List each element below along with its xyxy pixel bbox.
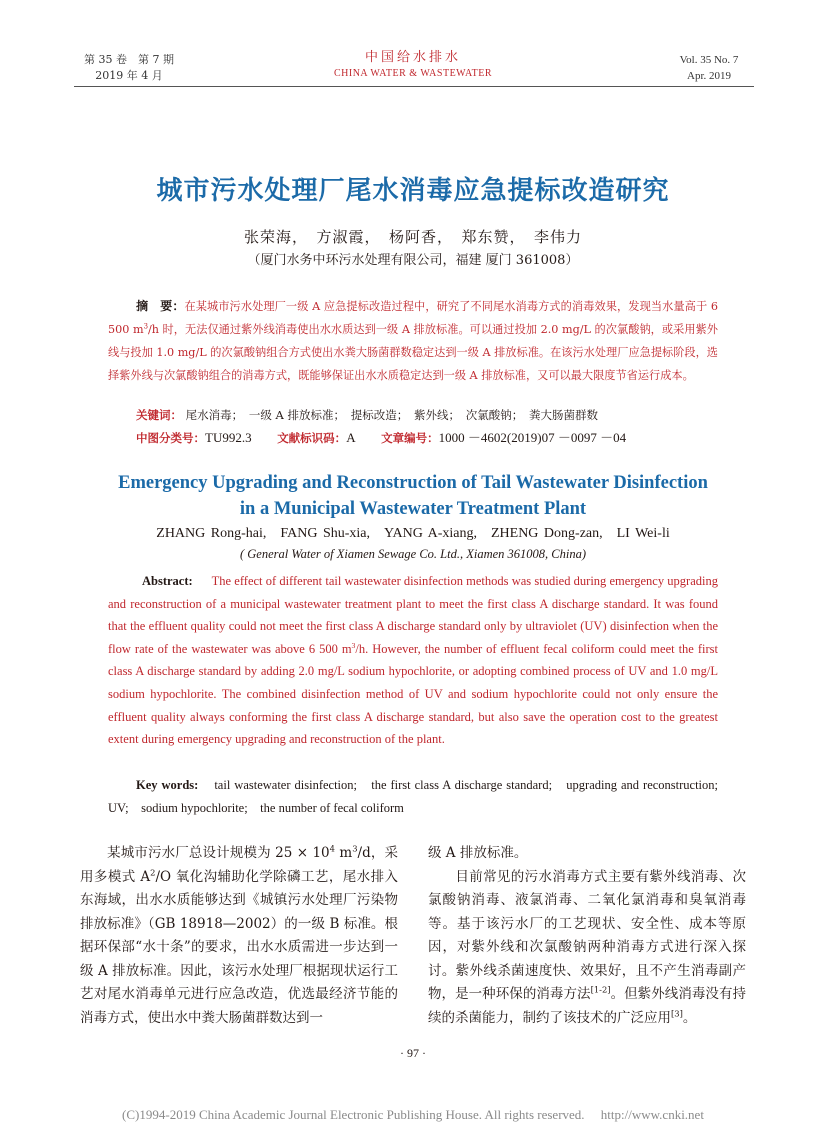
body-left-text-4: /O 氧化沟辅助化学除磷工艺，尾水排入东海域，出水水质能够达到《城镇污水处理厂污染物排放标准》（GB 18918—2002）的一级 B 标准。根据环保部“水十条”的要求，出水水质需进一步达到一级 A 排放标准。因此，该污水处理厂根据现状运行工艺对尾水消毒单元进行应急改造，优选最经济节能的消毒方式，使出水中粪大肠菌群数达到一 — [80, 868, 398, 1026]
authors-en: ZHANG Rong-hai, FANG Shu-xia, YANG A-xiang, ZHENG Dong-zan, LI Wei-li — [156, 526, 670, 541]
body-right-text-1: 目前常见的污水消毒方式主要有紫外线消毒、次氯酸钠消毒、液氯消毒、二氧化氯消毒和臭氧消毒等。基于该污水厂的工艺现状、安全性、成本等原因，对紫外线和次氯酸钠两种消毒方式进行深入探讨。紫外线杀菌速度快、效果好，且不产生消毒副产物，是一种环保的消毒方法 — [428, 868, 746, 1002]
body-right-text-3: 。 — [682, 1009, 697, 1026]
abstract-en-sup: 3 — [351, 640, 356, 650]
citation-ref-3[interactable]: [3] — [671, 1008, 683, 1018]
abstract-cn-text-2: /h 时，无法仅通过紫外线消毒使出水水质达到一级 A 排放标准。可以通过投加 2.0 mg/L 的次氯酸钠，或采用紫外线与投加 1.0 mg/L 的次氯酸钠组合方式使出水粪大肠菌群数稳定达到一级 A 排放标准。在该污水处理厂应急提标阶段，选择紫外线与次氯酸钠组合的消毒方式，既能够保证出水水质稳定达到一级 A 排放标准，又可以最大限度节省运行成本。 — [108, 323, 718, 382]
abstract-en-text-1: The effect of different tail wastewater disinfection methods was studied during emergency upgrading and reconstruction of a municipal wastewater treatment plant to meet the first class A discharge standard. It was found that the effluent quality could not meet the first class A discharge standard only by ultraviolet (UV) disinfection when the flow rate of the wastewater was above 6 500 m — [108, 574, 718, 656]
header-volume-info — [74, 52, 184, 84]
keywords-en-text: tail wastewater disinfection; the first class A discharge standard; upgrading and reconstruction; UV; sodium hypochlorite; the number of fecal coliform — [108, 778, 731, 815]
header-volume-issue: 第 35 卷 第 7 期 — [84, 53, 174, 66]
header-volume-info-en — [664, 52, 754, 84]
classification-line — [136, 428, 626, 448]
body-left-sup-4: 4 — [329, 843, 335, 854]
clc-value: TU992.3 — [205, 430, 252, 445]
body-left-text-2: m — [334, 845, 353, 861]
body-left-sup-3: 3 — [352, 843, 358, 854]
journal-name-en: CHINA WATER & WASTEWATER — [333, 68, 493, 79]
body-column-right — [428, 842, 746, 1030]
affiliation-cn: （厦门水务中环污水处理有限公司，福建 厦门 361008） — [247, 253, 579, 268]
keywords-en — [108, 774, 731, 820]
keywords-cn — [136, 405, 726, 425]
body-left-sup-2: 2 — [150, 867, 156, 877]
doc-code-label: 文献标识码： — [277, 431, 347, 445]
authors-cn: 张荣海， 方淑霞， 杨阿香， 郑东赞， 李伟力 — [243, 228, 582, 246]
abstract-cn-label: 摘 要： — [136, 299, 185, 313]
abstract-en — [108, 570, 718, 751]
header-date-cn: 2019 年 4 月 — [95, 69, 163, 82]
title-cn: 城市污水处理厂尾水消毒应急提标改造研究 — [156, 176, 670, 206]
header-date-en: Apr. 2019 — [687, 70, 731, 82]
keywords-en-label: Key words: — [136, 778, 199, 792]
title-en-line-2: in a Municipal Wastewater Treatment Plant — [239, 499, 587, 519]
article-number-label: 文章编号： — [381, 431, 439, 445]
abstract-en-label: Abstract: — [142, 574, 193, 588]
abstract-cn — [108, 295, 718, 387]
page-number: · 97 · — [400, 1046, 426, 1060]
body-left-text-3: /d，采用多模式 A — [80, 845, 399, 885]
abstract-en-text-2: /h. However, the number of effluent fecal coliform could meet the first class A discharge standard by adding 2.0 mg/L sodium hypochlorite, or adopting combined process of UV and 1.0 mg/L sodium hypochlorite. The combined disinfection method of UV and sodium hypochlorite could not only ensure the effluent quality always conforming the first class A discharge standard, but also save the operation cost to the greatest extent during emergency upgrading and reconstruction of the plant. — [108, 641, 718, 747]
keywords-cn-label: 关键词： — [136, 408, 182, 422]
copyright-footer: (C)1994-2019 China Academic Journal Electronic Publishing House. All rights reserved. http://www.cnki.net — [122, 1107, 704, 1122]
body-column-left — [80, 842, 398, 1030]
journal-name — [313, 50, 513, 81]
abstract-cn-text-1: 在某城市污水处理厂一级 A 应急提标改造过程中，研究了不同尾水消毒方式的消毒效果，发现当水量高于 6 500 m — [108, 300, 718, 336]
abstract-cn-sup: 3 — [143, 322, 148, 331]
header-rule — [74, 86, 754, 87]
title-en-line-1: Emergency Upgrading and Reconstruction of Tail Wastewater Disinfection — [118, 473, 708, 493]
journal-name-cn: 中国给水排水 — [364, 50, 461, 65]
citation-ref-1-2[interactable]: [1-2] — [590, 984, 611, 995]
body-left-text-1: 某城市污水厂总设计规模为 25 × 10 — [107, 845, 330, 861]
title-en — [80, 470, 746, 522]
clc-label: 中图分类号： — [136, 431, 205, 445]
body-right-continuation: 级 A 排放标准。 — [428, 845, 528, 861]
doc-code-value: A — [346, 430, 356, 445]
article-number-value: 1000 －4602(2019)07 －0097 －04 — [438, 430, 627, 445]
header-volume-en: Vol. 35 No. 7 — [679, 54, 739, 66]
body-right-text-2: 。但紫外线消毒没有持续的杀菌能力，制约了该技术的广泛应用 — [428, 986, 747, 1026]
keywords-cn-text: 尾水消毒； 一级 A 排放标准； 提标改造； 紫外线； 次氯酸钠； 粪大肠菌群数 — [185, 408, 599, 422]
affiliation-en: ( General Water of Xiamen Sewage Co. Ltd., Xiamen 361008, China) — [239, 547, 587, 561]
